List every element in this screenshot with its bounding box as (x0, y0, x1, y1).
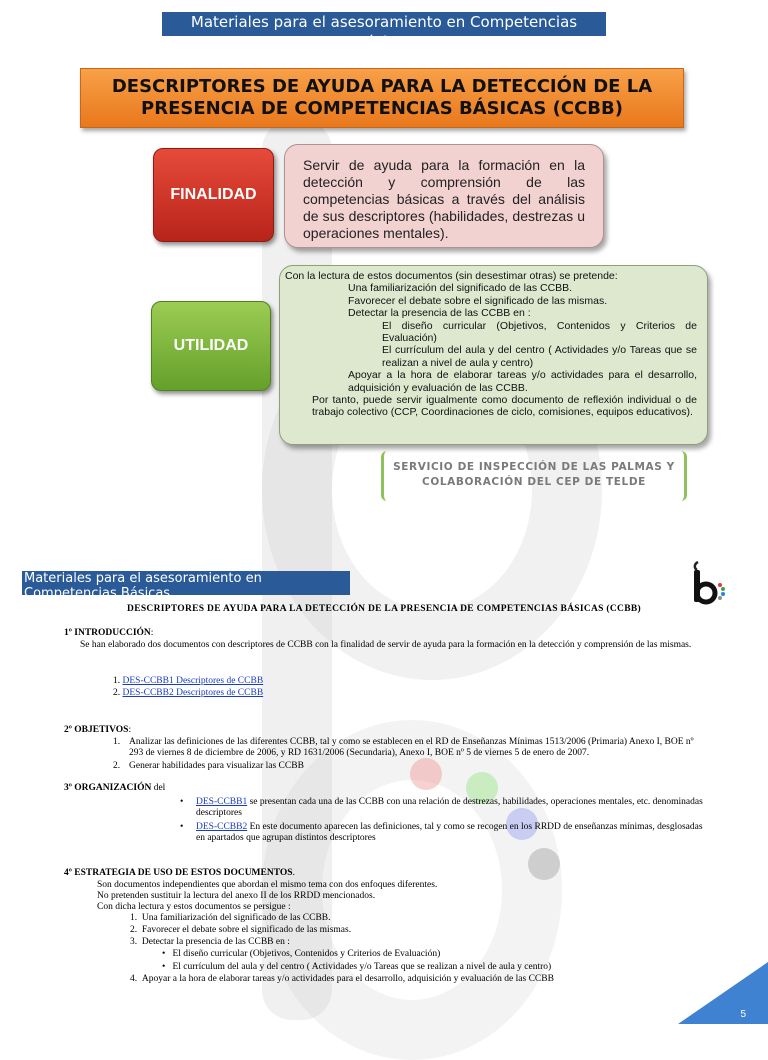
b-logo-icon (684, 560, 734, 606)
objetivos-heading-row: 2º OBJETIVOS: (64, 725, 132, 735)
utilidad-subitem: El currículum del aula y del centro ( Actividades y/o Tareas que se realizan a nivel de aula y centro) (382, 344, 697, 369)
des-ccbb2-link[interactable]: DES-CCBB2 Descriptores de CCBB (122, 688, 264, 698)
intro-link-row-2 (113, 688, 263, 699)
organizacion-heading-suffix: del (151, 783, 166, 793)
objetivo-item-1: Analizar las definiciones de las diferentes CCBB, tal y como se establecen en el RD de Enseñanzas Mínimas 1513/2006 (Primaria) Anexo I, BOE nº 293 de viernes 8 de diciembre de 2006, y RD 1631/2006 (Secundaria), Anexo I, BOE nº 5 de viernes 5 de enero de 2007. (129, 737, 694, 758)
des-ccbb1-inline-link[interactable]: DES-CCBB1 (196, 797, 248, 807)
service-credit (381, 451, 687, 501)
estrategia-item-text: Una familiarización del significado de las CCBB. (141, 913, 331, 923)
objetivo-item-2: Generar habilidades para visualizar las CCBB (129, 761, 304, 771)
service-line-2: COLABORACIÓN DEL CEP DE TELDE (422, 476, 646, 488)
objetivos-heading: 2º OBJETIVOS (64, 725, 129, 735)
intro-text: Se han elaborado dos documentos con descriptores de CCBB con la finalidad de servir de ayuda para la formación en la detección y comprensión de las mismas. (80, 640, 692, 650)
list-number: 1. (113, 737, 121, 747)
utilidad-item: Una familiarización del significado de las CCBB. (348, 282, 573, 295)
utilidad-closing: Por tanto, puede servir igualmente como documento de reflexión individual o de trabajo colectivo (CCP, Coordinaciones de ciclo, comisiones, equipos educativos). (312, 394, 697, 419)
list-number: 2. (113, 761, 121, 771)
document-header-banner: Materiales para el asesoramiento en Competencias Básicas (22, 571, 350, 595)
organizacion-item-1 (196, 797, 706, 819)
finalidad-label: FINALIDAD (153, 148, 274, 242)
bullet-icon: • (180, 822, 184, 832)
finalidad-text: Servir de ayuda para la formación en la detección y comprensión de las competencias básicas a través del análisis de sus descriptores (habilidades, destrezas u operaciones mentales). (284, 144, 604, 248)
intro-link-row-1 (113, 676, 263, 687)
slide-title (80, 68, 684, 128)
list-number: 2. (130, 925, 138, 935)
estrategia-item-1 (130, 913, 331, 924)
page-number: 5 (740, 1009, 746, 1020)
intro-heading-row: 1º INTRODUCCIÓN: (64, 628, 154, 638)
slide-header-banner: Materiales para el asesoramiento en Competencias Básicas (162, 12, 606, 36)
organizacion-heading-row (64, 783, 165, 794)
estrategia-subitem-text: El currículum del aula y del centro ( Actividades y/o Tareas que se realizan a nivel de aula y centro) (172, 962, 552, 972)
list-number: 3. (130, 937, 138, 947)
estrategia-line: Con dicha lectura y estos documentos se persigue : (97, 902, 291, 912)
estrategia-item-2 (130, 925, 351, 936)
list-number: 1. (130, 913, 138, 923)
estrategia-item-4 (130, 974, 554, 985)
document-title: DESCRIPTORES DE AYUDA PARA LA DETECCIÓN DE LA PRESENCIA DE COMPETENCIAS BÁSICAS (CCBB) (127, 604, 641, 614)
estrategia-heading: 4º ESTRATEGIA DE USO DE ESTOS DOCUMENTOS (64, 868, 293, 878)
utilidad-subitem: El diseño curricular (Objetivos, Contenidos y Criterios de Evaluación) (382, 319, 697, 345)
list-number: 2. (113, 688, 121, 698)
list-number: 1. (113, 676, 121, 686)
estrategia-item-text: Apoyar a la hora de elaborar tareas y/o actividades para el desarrollo, adquisición y evaluación de las CCBB (141, 974, 554, 984)
list-number: 4. (130, 974, 138, 984)
des-ccbb2-inline-link[interactable]: DES-CCBB2 (196, 822, 248, 832)
estrategia-subitem-1 (162, 949, 440, 960)
organizacion-heading: 3º ORGANIZACIÓN (64, 783, 152, 793)
bullet-icon: • (162, 962, 166, 972)
utilidad-intro: Con la lectura de estos documentos (sin desestimar otras) se pretende: (285, 270, 618, 282)
estrategia-item-3 (130, 937, 290, 948)
estrategia-line: No pretenden sustituir la lectura del anexo II de los RRDD mencionados. (97, 891, 376, 901)
des-ccbb1-link[interactable]: DES-CCBB1 Descriptores de CCBB (122, 676, 264, 686)
organizacion-item-2-text: En este documento aparecen las definiciones, tal y como se recogen en los RRDD de enseñanzas mínimas, desglosadas en apartados que agrupan distintos descriptores (196, 822, 703, 843)
organizacion-item-2 (196, 822, 706, 844)
organizacion-item-1-text: se presentan cada una de las CCBB con una relación de destrezas, habilidades, operaciones mentales, etc. denominadas descriptores (196, 797, 703, 818)
slide-title-line-1: DESCRIPTORES DE AYUDA PARA LA DETECCIÓN DE LA (111, 76, 653, 97)
corner-triangle (678, 962, 768, 1024)
utilidad-item: Detectar la presencia de las CCBB en : (348, 307, 531, 320)
estrategia-subitem-text: El diseño curricular (Objetivos, Contenidos y Criterios de Evaluación) (172, 949, 441, 959)
estrategia-item-text: Detectar la presencia de las CCBB en : (141, 937, 290, 947)
estrategia-item-text: Favorecer el debate sobre el significado de las mismas. (141, 925, 352, 935)
bullet-icon: • (180, 797, 184, 807)
utilidad-label: UTILIDAD (151, 301, 271, 391)
service-line-1: SERVICIO DE INSPECCIÓN DE LAS PALMAS Y (393, 461, 675, 473)
utilidad-item: Favorecer el debate sobre el significado de las mismas. (348, 294, 608, 307)
utilidad-text-box (279, 265, 708, 445)
intro-heading: 1º INTRODUCCIÓN (64, 628, 151, 638)
estrategia-line: Son documentos independientes que abordan el mismo tema con dos enfoques diferentes. (97, 880, 438, 890)
estrategia-subitem-2 (162, 962, 551, 973)
slide-title-line-2: PRESENCIA DE COMPETENCIAS BÁSICAS (CCBB) (141, 98, 623, 119)
utilidad-item: Apoyar a la hora de elaborar tareas y/o actividades para el desarrollo, adquisición y evaluación de las CCBB. (348, 369, 697, 394)
bullet-icon: • (162, 949, 166, 959)
estrategia-heading-row: 4º ESTRATEGIA DE USO DE ESTOS DOCUMENTOS. (64, 868, 295, 878)
